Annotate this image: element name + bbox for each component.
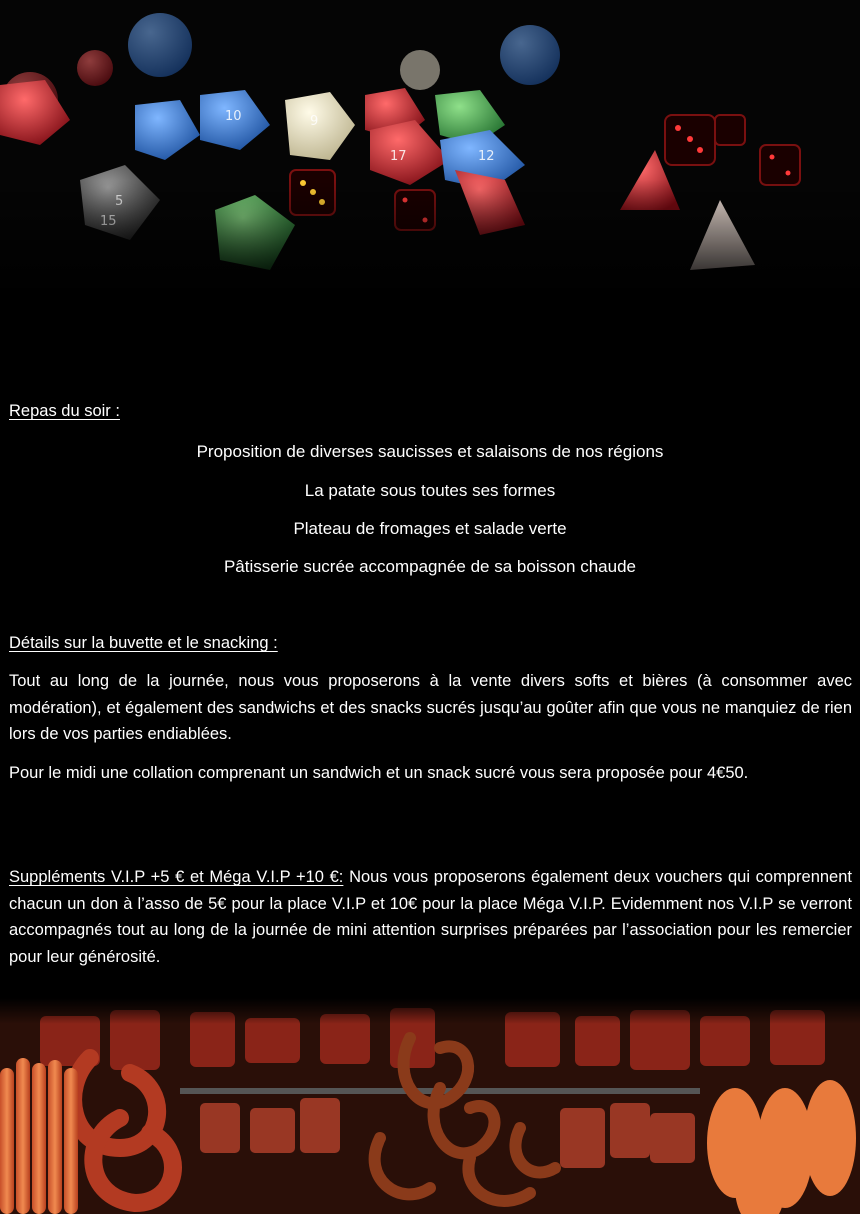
footer-charcuterie-image bbox=[0, 998, 860, 1214]
evening-meal-title: Repas du soir : bbox=[9, 402, 120, 420]
bar-section-title: Détails sur la buvette et le snacking : bbox=[9, 634, 278, 652]
vip-title: Suppléments V.I.P +5 € et Méga V.I.P +10 €: bbox=[9, 868, 344, 886]
bar-paragraph-2: Pour le midi une collation comprenant un sandwich et un snack sucré vous sera proposée pour 4€50. bbox=[9, 764, 749, 782]
menu-item-cheese: Plateau de fromages et salade verte bbox=[293, 519, 567, 538]
vip-text: Nous vous proposerons également deux vouchers qui comprennent chacun un don à l’asso de 5€ pour la place V.I.P et 10€ pour la place Méga V.I.P. Evidemment nos V.I.P se verront accompagnés tout au long de la journée de mini attention surprises préparées par l’association pour les remercier pour leur générosité. bbox=[9, 868, 852, 966]
menu-item-pastry: Pâtisserie sucrée accompagnée de sa boisson chaude bbox=[223, 557, 637, 576]
menu-item-potato: La patate sous toutes ses formes bbox=[304, 481, 556, 500]
menu-item-sausages: Proposition de diverses saucisses et salaisons de nos régions bbox=[196, 442, 664, 461]
header-dice-image bbox=[0, 0, 860, 300]
bar-paragraph-1: Tout au long de la journée, nous vous proposerons à la vente divers softs et bières (à consommer avec modération), et également des sandwichs et des snacks sucrés jusqu’au goûter afin que vous ne manquiez de rien lors de vos parties endiablées. bbox=[9, 672, 852, 743]
vip-paragraph bbox=[9, 864, 852, 970]
